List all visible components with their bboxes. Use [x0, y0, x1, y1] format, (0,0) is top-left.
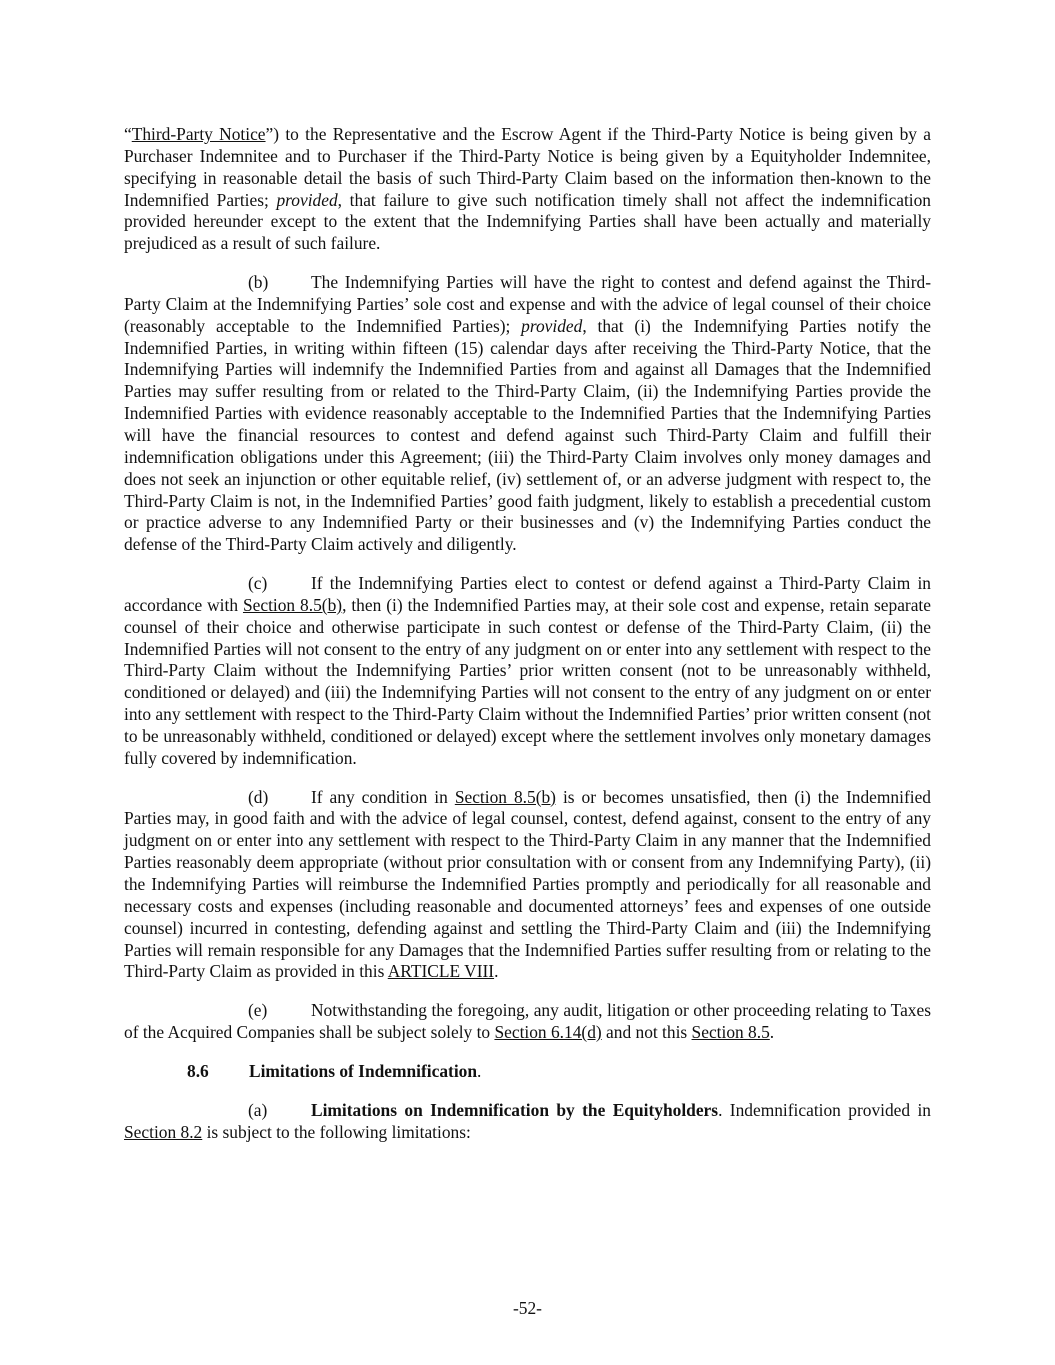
- paragraph-text: , then (i) the Indemnified Parties may, at their sole cost and expense, retain separate counsel of their choice and otherwise participate in such contest or defense of the Third-Party Claim, (ii) the Indemnified Parties will not consent to the entry of any judgment on or enter into any settlement with respect to the Third-Party Claim without the Indemnifying Parties’ prior written consent (not to be unreasonably withheld, conditioned or delayed) and (iii) the Indemnifying Parties will not consent to the entry of any judgment on or enter into any settlement with respect to the Third-Party Claim without the Indemnified Parties’ prior written consent (not to be unreasonably withheld, conditioned or delayed) except where the settlement involves only monetary damages fully covered by indemnification.: [124, 594, 931, 768]
- paragraph-text: and not this: [601, 1022, 692, 1043]
- section-reference-link[interactable]: Section 8.2: [124, 1121, 203, 1142]
- paragraph-text: is or becomes unsatisfied, then (i) the Indemnified Parties may, in good faith and with the advice of legal counsel, contest, defend against, consent to the entry of any judgment on or enter into any settlement with respect to the Third-Party Claim in any manner that the Indemnified Parties reasonably deem appropriate (without prior consultation with or consent from any Indemnifying Party), (ii) the Indemnifying Parties will reimburse the Indemnified Parties promptly and periodically for all reasonable and necessary costs and expenses (including reasonable and documented attorneys’ fees and expenses of one outside counsel) incurred in contesting, defending against and settling the Third-Party Claim and (iii) the Indemnifying Parties will remain responsible for any Damages that the Indemnified Parties suffer resulting from or relating to the Third-Party Claim as provided in this: [124, 786, 931, 982]
- quote-mark: “: [124, 124, 132, 144]
- paragraph-text: is subject to the following limitations:: [202, 1121, 471, 1142]
- clause-label: (a): [248, 1099, 268, 1120]
- clause-heading: Limitations on Indemnification by the Equityholders: [311, 1099, 719, 1120]
- paragraph-text: If the Indemnifying Parties elect to contest or defend against a Third-Party Claim in accordance with: [124, 573, 931, 615]
- section-reference-link[interactable]: Section 6.14(d): [494, 1022, 602, 1043]
- section-title-period: .: [477, 1060, 482, 1081]
- page-number: -52-: [513, 1298, 542, 1318]
- defined-term-third-party-notice: Third-Party Notice: [131, 124, 266, 144]
- paragraph-b-right-to-defend: [124, 272, 931, 556]
- emphasis-provided: provided: [276, 189, 338, 210]
- paragraph-text: .: [769, 1022, 775, 1043]
- paragraph-8-6-a-limitations: [124, 1100, 931, 1144]
- paragraph-text: .: [494, 961, 499, 982]
- paragraph-text: The Indemnifying Parties will have the right to contest and defend against the Third-Party Claim at the Indemnifying Parties’ sole cost and expense and with the advice of legal counsel of their choice (reasonably acceptable to the Indemnified Parties);: [124, 272, 931, 336]
- paragraph-text: ”) to the Representative and the Escrow Agent if the Third-Party Notice is being given by a Purchaser Indemnitee and to Purchaser if the Third-Party Notice is being given by a Equityholder Indemnitee, specifying in reasonable detail the basis of such Third-Party Claim based on the information then-known to the Indemnified Parties;: [124, 124, 931, 210]
- section-reference-link[interactable]: Section 8.5(b): [242, 594, 343, 615]
- section-reference-link[interactable]: Section 8.5(b): [454, 786, 556, 807]
- section-title: Limitations of Indemnification: [249, 1060, 478, 1081]
- paragraph-c-contest-defense: [124, 573, 931, 770]
- clause-label: (c): [248, 573, 268, 594]
- paragraph-d-condition-unsatisfied: [124, 787, 931, 984]
- clause-label: (b): [248, 272, 269, 293]
- emphasis-provided: provided: [521, 315, 583, 336]
- paragraph-text: , that failure to give such notification timely shall not affect the indemnification provided hereunder except to the extent that the Indemnifying Parties shall have been actually and materially prejudiced as a result of such failure.: [124, 189, 931, 254]
- section-reference-link[interactable]: Section 8.5: [691, 1022, 770, 1043]
- section-heading-8-6: [124, 1061, 931, 1083]
- paragraph-third-party-notice: [124, 124, 931, 255]
- paragraph-text: , that (i) the Indemnifying Parties notify the Indemnified Parties, in writing within fifteen (15) calendar days after receiving the Third-Party Notice, that the Indemnifying Parties will indemnify the Indemnified Parties from and against all Damages that the Indemnified Parties may suffer resulting from or related to the Third-Party Claim, (ii) the Indemnifying Parties provide the Indemnified Parties with evidence reasonably acceptable to the Indemnified Parties that the Indemnifying Parties will have the financial resources to contest and defend against such Third-Party Claim and fulfill their indemnification obligations under this Agreement; (iii) the Third-Party Claim involves only money damages and does not seek an injunction or other equitable relief, (iv) settlement of, or an adverse judgment with respect to, the Third-Party Claim is not, in the Indemnified Parties’ good faith judgment, likely to establish a precedential custom or practice adverse to any Indemnified Party or their businesses and (v) the Indemnifying Parties conduct the defense of the Third-Party Claim actively and diligently.: [124, 315, 931, 555]
- clause-label: (e): [248, 1000, 268, 1021]
- clause-label: (d): [248, 786, 269, 807]
- paragraph-text: Notwithstanding the foregoing, any audit, litigation or other proceeding relating to Taxes of the Acquired Companies shall be subject solely to: [124, 1000, 931, 1043]
- article-reference-link[interactable]: ARTICLE VIII: [387, 961, 495, 982]
- paragraph-text: If any condition in: [311, 786, 455, 807]
- paragraph-e-taxes: [124, 1000, 931, 1044]
- section-number: 8.6: [187, 1060, 209, 1081]
- document-page: [124, 124, 931, 1160]
- paragraph-text: . Indemnification provided in: [718, 1099, 931, 1120]
